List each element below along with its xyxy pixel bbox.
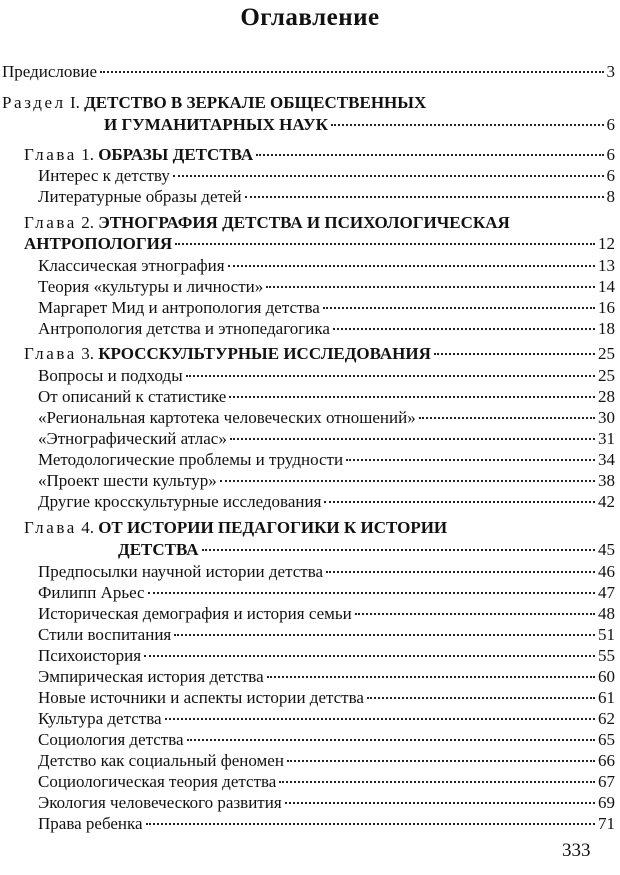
chapter-page: 45 <box>598 540 615 559</box>
toc-entry-page: 25 <box>598 366 615 385</box>
toc-entry-page: 51 <box>598 625 615 644</box>
toc-entry-label: «Региональная картотека человеческих отношений» <box>38 408 416 427</box>
dot-leader <box>355 613 595 615</box>
toc-entry <box>38 561 615 583</box>
toc-entry-page: 48 <box>598 604 615 623</box>
section-page: 6 <box>606 115 615 134</box>
toc-entry-label: Культура детства <box>38 709 162 728</box>
dot-leader <box>173 175 604 177</box>
toc-entry <box>38 407 615 429</box>
toc-entry <box>38 813 615 835</box>
dot-leader <box>419 417 595 419</box>
chapter-number: 2. <box>81 213 94 232</box>
toc-entry-page: 31 <box>598 429 615 448</box>
toc-entry <box>38 165 615 187</box>
toc-entry <box>38 666 615 688</box>
toc-entry <box>38 276 615 298</box>
toc-entry-page: 16 <box>598 298 615 317</box>
toc-entry-label: Новые источники и аспекты истории детства <box>38 688 364 707</box>
toc-entry-page: 13 <box>598 256 615 275</box>
chapter-title: КРОССКУЛЬТУРНЫЕ ИССЛЕДОВАНИЯ <box>98 344 431 363</box>
toc-entry <box>38 318 615 340</box>
section-title-line1: ДЕТСТВО В ЗЕРКАЛЕ ОБЩЕСТВЕННЫХ <box>84 93 427 112</box>
toc-entry <box>38 297 615 319</box>
dot-leader <box>279 781 595 783</box>
dot-leader <box>324 501 595 503</box>
chapter-prefix: Глава <box>24 213 77 232</box>
dot-leader <box>100 71 603 73</box>
dot-leader <box>323 307 595 309</box>
dot-leader <box>175 243 595 245</box>
toc-entry-label: Интерес к детству <box>38 166 170 185</box>
toc-entry-page: 46 <box>598 562 615 581</box>
toc-entry-label: «Этнографический атлас» <box>38 429 227 448</box>
toc-entry <box>38 365 615 387</box>
toc-entry-page: 61 <box>598 688 615 707</box>
toc-entry-label: Права ребенка <box>38 814 143 833</box>
toc-entry-label: От описаний к статистике <box>38 387 227 406</box>
toc-section-heading-cont <box>104 114 615 136</box>
toc-entry-page: 34 <box>598 450 615 469</box>
toc-entry <box>38 687 615 709</box>
toc-chapter-heading-cont <box>118 539 615 561</box>
toc-entry-page: 60 <box>598 667 615 686</box>
toc-entry-label: «Проект шести культур» <box>38 471 217 490</box>
toc-entry <box>38 624 615 646</box>
dot-leader <box>229 396 595 398</box>
toc-entry-page: 69 <box>598 793 615 812</box>
toc-entry-page: 14 <box>598 277 615 296</box>
dot-leader <box>266 286 595 288</box>
chapter-page: 25 <box>598 344 615 363</box>
toc-chapter-heading <box>24 343 615 365</box>
toc-entry-preface <box>2 61 615 83</box>
toc-entry-page: 65 <box>598 730 615 749</box>
toc-entry-label: Психоистория <box>38 646 142 665</box>
toc-entry-page: 18 <box>598 319 615 338</box>
chapter-number: 4. <box>81 518 94 537</box>
dot-leader <box>333 328 595 330</box>
chapter-prefix: Глава <box>24 145 77 164</box>
dot-leader <box>187 739 595 741</box>
chapter-page: 6 <box>606 145 615 164</box>
toc-entry-page: 6 <box>606 166 615 185</box>
toc-entry-label: Другие кросскультурные исследования <box>38 492 322 511</box>
toc-entry-page: 42 <box>598 492 615 511</box>
toc-entry <box>38 708 615 730</box>
dot-leader <box>230 438 595 440</box>
toc-entry-page: 38 <box>598 471 615 490</box>
toc-entry-label: Классическая этнография <box>38 256 225 275</box>
dot-leader <box>146 823 595 825</box>
dot-leader <box>186 375 595 377</box>
toc-entry-label: Предпосылки научной истории детства <box>38 562 324 581</box>
toc-entry-page: 66 <box>598 751 615 770</box>
toc-entry <box>38 603 615 625</box>
dot-leader <box>148 592 595 594</box>
section-number: I. <box>69 93 80 112</box>
toc-entry-page: 28 <box>598 387 615 406</box>
toc-entry <box>38 186 615 208</box>
dot-leader <box>287 760 595 762</box>
chapter-title: ЭТНОГРАФИЯ ДЕТСТВА И ПСИХОЛОГИЧЕСКАЯ <box>98 213 510 232</box>
toc-chapter-heading-cont <box>24 233 615 255</box>
toc-entry <box>38 449 615 471</box>
toc-entry-label: Маргарет Мид и антропология детства <box>38 298 320 317</box>
dot-leader <box>267 676 595 678</box>
dot-leader <box>326 571 595 573</box>
dot-leader <box>174 634 595 636</box>
toc-chapter-heading <box>24 144 615 166</box>
dot-leader <box>434 353 595 355</box>
dot-leader <box>202 549 595 551</box>
toc-section-heading <box>2 92 615 114</box>
toc-entry-page: 8 <box>606 187 615 206</box>
dot-leader <box>331 124 604 126</box>
dot-leader <box>367 697 595 699</box>
toc-entry <box>38 645 615 667</box>
chapter-page: 12 <box>598 234 615 253</box>
chapter-number: 3. <box>81 344 94 363</box>
toc-entry-label: Социологическая теория детства <box>38 772 277 791</box>
toc-entry <box>38 771 615 793</box>
toc-entry <box>38 750 615 772</box>
dot-leader <box>285 802 595 804</box>
toc-entry <box>38 582 615 604</box>
toc-entry <box>38 470 615 492</box>
toc-entry-page: 47 <box>598 583 615 602</box>
dot-leader <box>220 480 595 482</box>
toc-entry-label: Стили воспитания <box>38 625 172 644</box>
toc-entry-label: Антропология детства и этнопедагогика <box>38 319 330 338</box>
dot-leader <box>245 196 604 198</box>
toc-entry-label: Социология детства <box>38 730 184 749</box>
dot-leader <box>165 718 595 720</box>
dot-leader <box>256 154 603 156</box>
toc-entry <box>38 255 615 277</box>
toc-chapter-heading <box>24 212 615 234</box>
toc-entry-page: 62 <box>598 709 615 728</box>
toc-entry-page: 30 <box>598 408 615 427</box>
toc-entry <box>38 428 615 450</box>
page-title: Оглавление <box>240 4 380 31</box>
toc-entry-page: 71 <box>598 814 615 833</box>
toc-entry-page: 3 <box>606 62 615 81</box>
chapter-title: ОТ ИСТОРИИ ПЕДАГОГИКИ К ИСТОРИИ <box>98 518 448 537</box>
chapter-title-line2: АНТРОПОЛОГИЯ <box>24 234 173 253</box>
dot-leader <box>346 459 595 461</box>
chapter-prefix: Глава <box>24 344 77 363</box>
toc-entry-page: 55 <box>598 646 615 665</box>
section-prefix: Раздел <box>2 93 66 112</box>
toc-entry-label: Вопросы и подходы <box>38 366 183 385</box>
toc-entry-label: Экология человеческого развития <box>38 793 282 812</box>
toc-entry-page: 67 <box>598 772 615 791</box>
toc-entry-label: Историческая демография и история семьи <box>38 604 352 623</box>
toc-entry-label: Литературные образы детей <box>38 187 242 206</box>
page-number: 333 <box>562 840 591 861</box>
toc-entry <box>38 491 615 513</box>
dot-leader <box>228 265 595 267</box>
dot-leader <box>144 655 595 657</box>
toc-chapter-heading <box>24 517 615 539</box>
toc-entry <box>38 386 615 408</box>
chapter-number: 1. <box>81 145 94 164</box>
chapter-title: ОБРАЗЫ ДЕТСТВА <box>98 145 254 164</box>
toc-entry <box>38 729 615 751</box>
section-title-line2: И ГУМАНИТАРНЫХ НАУК <box>104 115 328 134</box>
toc-entry-label: Методологические проблемы и трудности <box>38 450 344 469</box>
chapter-title-line2: ДЕТСТВА <box>118 540 199 559</box>
toc-entry-label: Филипп Арьес <box>38 583 145 602</box>
toc-entry-label: Эмпирическая история детства <box>38 667 264 686</box>
chapter-prefix: Глава <box>24 518 77 537</box>
toc-entry-label: Детство как социальный феномен <box>38 751 284 770</box>
toc-entry-label: Предисловие <box>2 62 98 81</box>
toc-entry-label: Теория «культуры и личности» <box>38 277 264 296</box>
toc-entry <box>38 792 615 814</box>
